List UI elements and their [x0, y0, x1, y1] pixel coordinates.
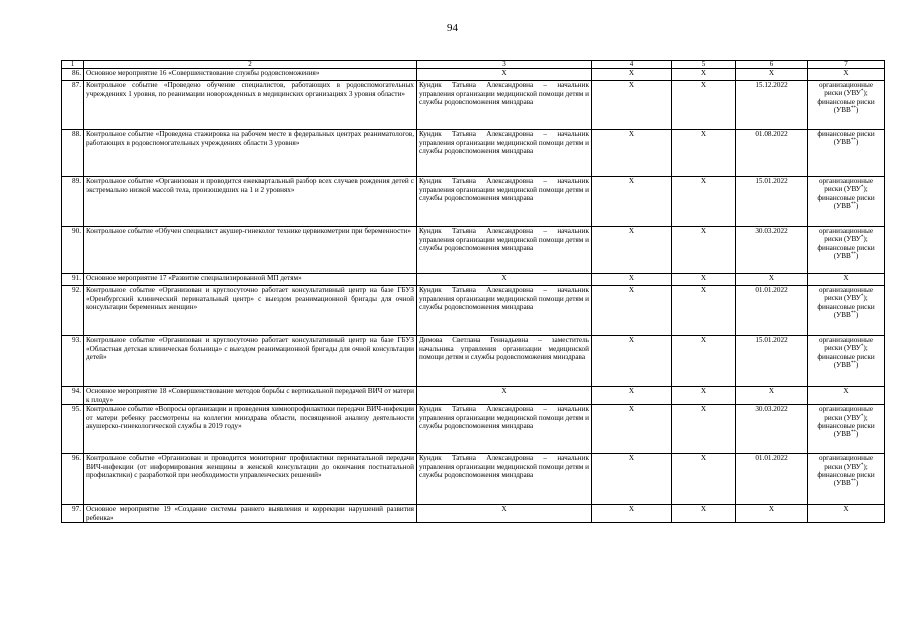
row-number: 92.: [62, 286, 84, 336]
responsible-person: X: [417, 505, 592, 523]
risk-description: организационные риски (УВУ*); финансовые риски (УВВ**): [808, 454, 885, 505]
table-row: [62, 274, 885, 286]
column-4-value: X: [592, 286, 672, 336]
responsible-person: X: [417, 387, 592, 405]
event-description: Основное мероприятие 19 «Создание системы раннего выявления и коррекции нарушений развития ребенка»: [84, 505, 417, 523]
row-number: 97.: [62, 505, 84, 523]
column-4-value: X: [592, 81, 672, 130]
row-number: 95.: [62, 405, 84, 454]
deadline-date: X: [736, 387, 808, 405]
column-5-value: X: [672, 454, 736, 505]
event-description: Контрольное событие «Организован и круглосуточно работает консультативный центр на базе ГБУЗ «Областная детская клиническая больница» с выездом реанимационной бригады для очной консультации детей»: [84, 336, 417, 387]
deadline-date: 30.03.2022: [736, 405, 808, 454]
risk-description: X: [808, 505, 885, 523]
header-cell: 1: [62, 61, 84, 69]
header-cell: 2: [84, 61, 417, 69]
column-5-value: X: [672, 505, 736, 523]
row-number: 94.: [62, 387, 84, 405]
event-description: Контрольное событие «Проведено обучение специалистов, работающих в родовспомогательных учреждениях 1 уровня, по реанимации новорожденных в медицинских организациях 3 уровня области»: [84, 81, 417, 130]
column-5-value: X: [672, 336, 736, 387]
responsible-person: X: [417, 274, 592, 286]
row-number: 87.: [62, 81, 84, 130]
deadline-date: 30.03.2022: [736, 227, 808, 274]
column-5-value: X: [672, 405, 736, 454]
table-row: [62, 336, 885, 387]
row-number: 88.: [62, 130, 84, 177]
column-4-value: X: [592, 69, 672, 81]
column-4-value: X: [592, 505, 672, 523]
risk-description: организационные риски (УВУ*); финансовые риски (УВВ**): [808, 227, 885, 274]
column-5-value: X: [672, 130, 736, 177]
risk-description: финансовые риски (УВВ**): [808, 130, 885, 177]
plan-table: [61, 60, 885, 523]
event-description: Контрольное событие «Организован и проводится ежеквартальный разбор всех случаев рождения детей с экстремально низкой массой тела, произошедших на 1 и 2 уровнях»: [84, 177, 417, 227]
header-cell: 6: [736, 61, 808, 69]
table-row: [62, 227, 885, 274]
event-description: Контрольное событие «Проведена стажировка на рабочем месте в федеральных центрах реаниматологов, работающих в родовспомогательных учреждениях области 3 уровня»: [84, 130, 417, 177]
responsible-person: Кундик Татьяна Александровна – начальник управления организации медицинской помощи детям и службы родовспоможения минздрава: [417, 81, 592, 130]
header-cell: 3: [417, 61, 592, 69]
event-description: Основное мероприятие 17 «Развитие специализированной МП детям»: [84, 274, 417, 286]
risk-description: X: [808, 387, 885, 405]
table-row: [62, 69, 885, 81]
table-row: [62, 286, 885, 336]
header-row: [62, 61, 885, 69]
event-description: Основное мероприятие 16 «Совершенствование службы родовспоможения»: [84, 69, 417, 81]
risk-description: X: [808, 69, 885, 81]
table-row: [62, 81, 885, 130]
responsible-person: Кундик Татьяна Александровна – начальник управления организации медицинской помощи детям и службы родовспоможения минздрава: [417, 177, 592, 227]
event-description: Контрольное событие «Организован и проводится мониторинг профилактики перинатальной передачи ВИЧ-инфекции (от информирования женщины в женской консультации до окончания постнатальной профилактики) с разработкой при необходимости управленческих решений»: [84, 454, 417, 505]
responsible-person: Кундик Татьяна Александровна – начальник управления организации медицинской помощи детям и службы родовспоможения минздрава: [417, 454, 592, 505]
row-number: 93.: [62, 336, 84, 387]
event-description: Контрольное событие «Вопросы организации и проведения химиопрофилактики передачи ВИЧ-инфекции от матери ребенку рассмотрены на коллегии минздрава области, посвященной анализу деятельности акушерско-гинекологической службы в 2019 году»: [84, 405, 417, 454]
responsible-person: Кундик Татьяна Александровна – начальник управления организации медицинской помощи детям и службы родовспоможения минздрава: [417, 286, 592, 336]
deadline-date: X: [736, 505, 808, 523]
column-4-value: X: [592, 274, 672, 286]
column-4-value: X: [592, 454, 672, 505]
column-4-value: X: [592, 130, 672, 177]
column-4-value: X: [592, 227, 672, 274]
event-description: Основное мероприятие 18 «Совершенствование методов борьбы с вертикальной передачей ВИЧ от матери к плоду»: [84, 387, 417, 405]
table-row: [62, 177, 885, 227]
row-number: 96.: [62, 454, 84, 505]
column-5-value: X: [672, 227, 736, 274]
risk-description: X: [808, 274, 885, 286]
column-5-value: X: [672, 69, 736, 81]
column-5-value: X: [672, 286, 736, 336]
column-4-value: X: [592, 405, 672, 454]
risk-description: организационные риски (УВУ*); финансовые риски (УВВ**): [808, 405, 885, 454]
table-row: [62, 505, 885, 523]
deadline-date: 15.12.2022: [736, 81, 808, 130]
responsible-person: X: [417, 69, 592, 81]
deadline-date: 15.01.2022: [736, 336, 808, 387]
responsible-person: Кундик Татьяна Александровна – начальник управления организации медицинской помощи детям и службы родовспоможения минздрава: [417, 130, 592, 177]
responsible-person: Кундик Татьяна Александровна – начальник управления организации медицинской помощи детям и службы родовспоможения минздрава: [417, 227, 592, 274]
table-row: [62, 387, 885, 405]
deadline-date: 01.08.2022: [736, 130, 808, 177]
row-number: 89.: [62, 177, 84, 227]
column-5-value: X: [672, 387, 736, 405]
deadline-date: X: [736, 274, 808, 286]
deadline-date: X: [736, 69, 808, 81]
risk-description: организационные риски (УВУ*); финансовые риски (УВВ**): [808, 336, 885, 387]
deadline-date: 01.01.2022: [736, 454, 808, 505]
event-description: Контрольное событие «Обучен специалист акушер-гинеколог технике цервикометрии при беременности»: [84, 227, 417, 274]
risk-description: организационные риски (УВУ*); финансовые риски (УВВ**): [808, 286, 885, 336]
column-4-value: X: [592, 336, 672, 387]
column-4-value: X: [592, 177, 672, 227]
header-cell: 4: [592, 61, 672, 69]
table-row: [62, 130, 885, 177]
header-cell: 5: [672, 61, 736, 69]
event-description: Контрольное событие «Организован и круглосуточно работает консультативный центр на базе ГБУЗ «Оренбургский клинический перинатальный центр» с выездом реанимационной бригады для очной консультации беременных женщин»: [84, 286, 417, 336]
column-4-value: X: [592, 387, 672, 405]
table-row: [62, 454, 885, 505]
row-number: 86.: [62, 69, 84, 81]
table-row: [62, 405, 885, 454]
header-cell: 7: [808, 61, 885, 69]
deadline-date: 01.01.2022: [736, 286, 808, 336]
risk-description: организационные риски (УВУ*); финансовые риски (УВВ**): [808, 177, 885, 227]
row-number: 91.: [62, 274, 84, 286]
column-5-value: X: [672, 274, 736, 286]
responsible-person: Димова Светлана Геннадьевна – заместитель начальника управления организации медицинской помощи детям и службы родовспоможения минздрава: [417, 336, 592, 387]
column-5-value: X: [672, 81, 736, 130]
column-5-value: X: [672, 177, 736, 227]
row-number: 90.: [62, 227, 84, 274]
deadline-date: 15.01.2022: [736, 177, 808, 227]
risk-description: организационные риски (УВУ*); финансовые риски (УВВ**): [808, 81, 885, 130]
responsible-person: Кундик Татьяна Александровна – начальник управления организации медицинской помощи детям и службы родовспоможения минздрава: [417, 405, 592, 454]
page-number: 94: [447, 22, 458, 34]
